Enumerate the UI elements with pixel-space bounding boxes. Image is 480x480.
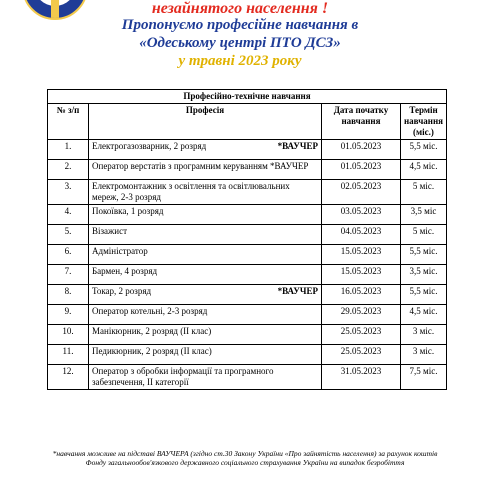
heading-unemployed: незайнятого населення ! (151, 0, 329, 17)
row-number: 6. (48, 245, 89, 265)
row-profession: Візажист (92, 226, 128, 236)
row-term: 3,5 міс (400, 205, 446, 225)
heading-offer: Пропонуємо професійне навчання в (121, 17, 359, 33)
row-profession: Електрогазозварник, 2 розряд (92, 141, 207, 151)
row-profession: Манікюрник, 2 розряд (ІІ клас) (92, 326, 212, 336)
row-profession-cell (89, 285, 322, 305)
row-profession-cell (89, 205, 322, 225)
row-term: 5 міс. (400, 225, 446, 245)
row-number: 4. (48, 205, 89, 225)
row-number: 1. (48, 140, 89, 160)
row-number: 12. (48, 365, 89, 390)
table-row (48, 365, 447, 390)
row-profession: Оператор з обробки інформації та програмного забезпечення, ІІ категорії (92, 366, 274, 387)
row-profession-cell (89, 160, 322, 180)
row-term: 5,5 міс. (400, 245, 446, 265)
table-row (48, 225, 447, 245)
training-table (47, 89, 447, 390)
table-row (48, 265, 447, 285)
row-number: 10. (48, 325, 89, 345)
row-term: 3 міс. (400, 345, 446, 365)
heading-center: «Одеському центрі ПТО ДСЗ» (139, 35, 341, 51)
row-term: 4,5 міс. (400, 305, 446, 325)
header-term: Термін навчання (міс.) (400, 104, 446, 140)
voucher-label: *ВАУЧЕР (277, 286, 318, 296)
table-row (48, 140, 447, 160)
row-term: 5 міс. (400, 180, 446, 205)
row-profession-cell (89, 180, 322, 205)
table-row (48, 245, 447, 265)
row-profession-cell (89, 265, 322, 285)
voucher-label: *ВАУЧЕР (277, 141, 318, 151)
row-number: 3. (48, 180, 89, 205)
row-number: 5. (48, 225, 89, 245)
table-row (48, 325, 447, 345)
heading-month: у травні 2023 року (178, 53, 302, 69)
row-profession-cell (89, 305, 322, 325)
row-start-date: 01.05.2023 (321, 140, 400, 160)
row-number: 7. (48, 265, 89, 285)
row-profession: Покоївка, 1 розряд (92, 206, 164, 216)
row-term: 7,5 міс. (400, 365, 446, 390)
table-row (48, 285, 447, 305)
row-start-date: 16.05.2023 (321, 285, 400, 305)
table-row (48, 305, 447, 325)
row-start-date: 25.05.2023 (321, 345, 400, 365)
header-num: № з/п (48, 104, 89, 140)
row-start-date: 02.05.2023 (321, 180, 400, 205)
row-term: 4,5 міс. (400, 160, 446, 180)
row-profession-cell (89, 325, 322, 345)
row-start-date: 01.05.2023 (321, 160, 400, 180)
header-profession: Професія (89, 104, 322, 140)
table-row (48, 160, 447, 180)
row-start-date: 31.05.2023 (321, 365, 400, 390)
table-caption: Професійно-технічне навчання (48, 90, 447, 104)
row-number: 11. (48, 345, 89, 365)
row-profession-cell (89, 140, 322, 160)
row-profession-cell (89, 365, 322, 390)
row-profession: Електромонтажник з освітлення та освітлювальних мереж, 2-3 розряд (92, 181, 290, 202)
row-profession: Токар, 2 розряд (92, 286, 152, 296)
row-profession-cell (89, 245, 322, 265)
row-profession: Оператор верстатів з програмним керуванням *ВАУЧЕР (92, 161, 309, 171)
row-start-date: 29.05.2023 (321, 305, 400, 325)
row-profession: Адміністратор (92, 246, 148, 256)
table-row (48, 205, 447, 225)
row-profession: Оператор котельні, 2-3 розряд (92, 306, 208, 316)
table-row (48, 345, 447, 365)
footnote: *навчання можливе на підставі ВАУЧЕРА (згідно ст.30 Закону України «Про зайнятість населення) за рахунок коштів Фонду загальнообов'язкового державного соціального страхування України на випадок безробіття (52, 449, 438, 467)
table-row (48, 180, 447, 205)
header-date: Дата початку навчання (321, 104, 400, 140)
row-number: 8. (48, 285, 89, 305)
row-term: 5,5 міс. (400, 285, 446, 305)
row-profession: Бармен, 4 розряд (92, 266, 158, 276)
row-profession-cell (89, 225, 322, 245)
row-start-date: 15.05.2023 (321, 245, 400, 265)
row-term: 3 міс. (400, 325, 446, 345)
row-number: 2. (48, 160, 89, 180)
row-number: 9. (48, 305, 89, 325)
row-profession-cell (89, 345, 322, 365)
row-profession: Педикюрник, 2 розряд (ІІ клас) (92, 346, 212, 356)
row-start-date: 04.05.2023 (321, 225, 400, 245)
table-body (48, 140, 447, 390)
row-start-date: 15.05.2023 (321, 265, 400, 285)
row-start-date: 25.05.2023 (321, 325, 400, 345)
row-start-date: 03.05.2023 (321, 205, 400, 225)
row-term: 5,5 міс. (400, 140, 446, 160)
row-term: 3,5 міс. (400, 265, 446, 285)
